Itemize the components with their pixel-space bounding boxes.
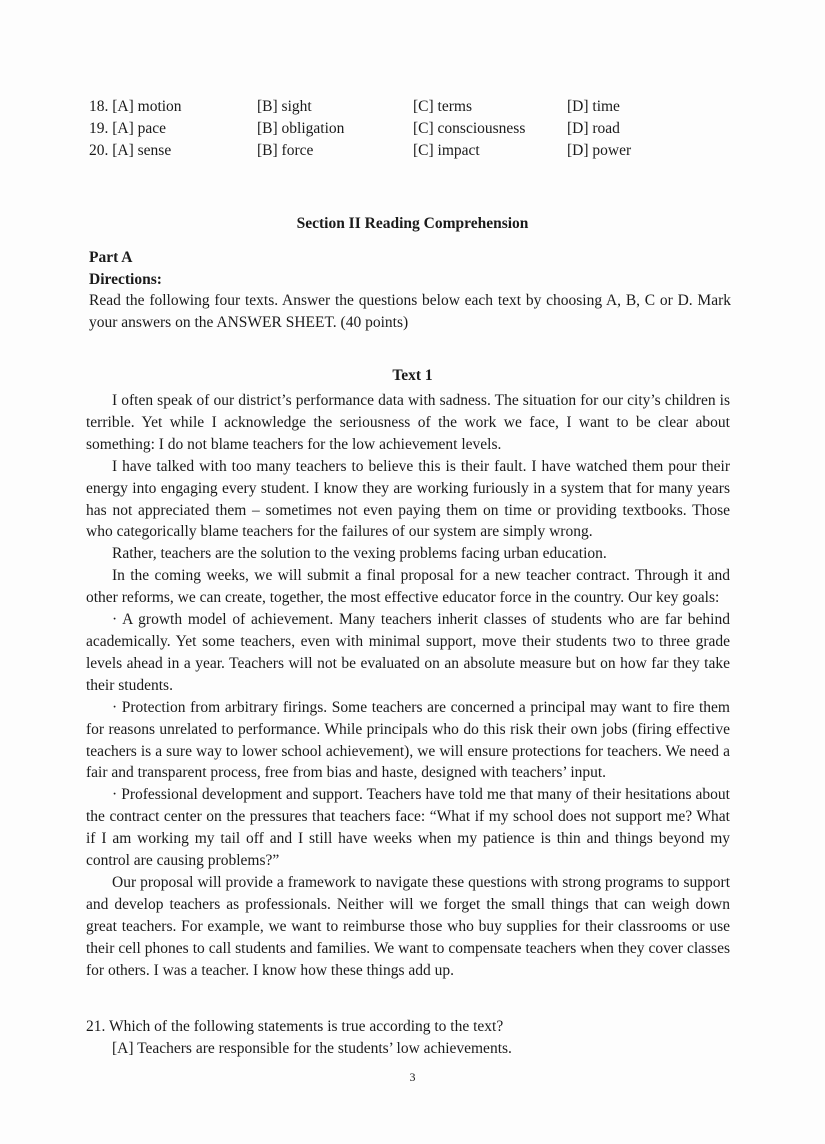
directions-text: Read the following four texts. Answer the questions below each text by choosing A, B, C or D. Mark your answers on the ANSWER SHEET. (40 points) bbox=[89, 292, 731, 331]
option-b: [B] sight bbox=[257, 98, 312, 115]
option-b: [B] force bbox=[257, 142, 314, 159]
option-a: 20. [A] sense bbox=[89, 142, 172, 159]
paragraph: Rather, teachers are the solution to the vexing problems facing urban education. bbox=[112, 545, 607, 563]
question-choice-a: [A] Teachers are responsible for the students’ low achievements. bbox=[112, 1040, 512, 1057]
option-d: [D] power bbox=[567, 142, 632, 159]
option-row-20 bbox=[89, 140, 739, 162]
option-b: [B] obligation bbox=[257, 120, 345, 137]
paragraph: I have talked with too many teachers to believe this is their fault. I have watched them pour their energy into engaging every student. I know they are working furiously in a system that for many years has not appreciated them – sometimes not even paying them on time or providing textbooks. Those who categorically blame teachers for the failures of our system are simply wrong. bbox=[86, 457, 730, 541]
option-c: [C] terms bbox=[413, 98, 472, 115]
option-row-18 bbox=[89, 96, 739, 118]
page-number: 3 bbox=[409, 1070, 416, 1084]
bullet-paragraph: · Professional development and support. Teachers have told me that many of their hesitations about the contract center on the pressures that teachers face: “What if my school does not support me? What if I am working my tail off and I still have weeks when my patience is thin and things beyond my control are causing problems?” bbox=[86, 786, 730, 870]
answer-options-18-20 bbox=[89, 96, 739, 162]
paragraph: In the coming weeks, we will submit a final proposal for a new teacher contract. Through it and other reforms, we can create, together, the most effective educator force in the country. Our key goals: bbox=[86, 567, 730, 607]
passage-body bbox=[86, 390, 730, 981]
part-label: Part A bbox=[89, 249, 133, 266]
bullet-paragraph: · A growth model of achievement. Many teachers inherit classes of students who are far behind academically. Yet some teachers, even with minimal support, move their students two to three grade levels ahead in a year. Teachers will not be evaluated on an absolute measure but on how far they take their students. bbox=[86, 611, 730, 694]
option-a: 18. [A] motion bbox=[89, 98, 182, 115]
option-a: 19. [A] pace bbox=[89, 120, 167, 137]
section-title: Section II Reading Comprehension bbox=[296, 215, 529, 232]
option-row-19 bbox=[89, 118, 739, 140]
paragraph: I often speak of our district’s performance data with sadness. The situation for our city’s children is terrible. Yet while I acknowledge the seriousness of the work we face, I want to be clear about something: I do not blame teachers for the low achievement levels. bbox=[86, 392, 730, 453]
option-d: [D] time bbox=[567, 98, 620, 115]
text-title: Text 1 bbox=[392, 367, 433, 384]
question-21 bbox=[86, 1016, 512, 1060]
paragraph: Our proposal will provide a framework to navigate these questions with strong programs to support and develop teachers as professionals. Neither will we forget the small things that can weigh down great teachers. For example, we want to reimburse those who buy supplies for their classrooms or use their cell phones to call students and families. We want to compensate teachers when they cover classes for others. I was a teacher. I know how these things add up. bbox=[86, 873, 730, 979]
option-c: [C] impact bbox=[413, 142, 480, 159]
directions-label: Directions: bbox=[89, 271, 162, 288]
bullet-paragraph: · Protection from arbitrary firings. Some teachers are concerned a principal may want to fire them for reasons unrelated to performance. While principals who do this risk their own jobs (firing effective teachers is a sure way to lower school achievement), we will ensure protections for teachers. We need a fair and transparent process, free from bias and haste, designed with teachers’ input. bbox=[86, 698, 730, 782]
question-stem: 21. Which of the following statements is true according to the text? bbox=[86, 1018, 504, 1035]
option-c: [C] consciousness bbox=[413, 120, 526, 137]
part-heading bbox=[89, 247, 162, 291]
option-d: [D] road bbox=[567, 120, 620, 137]
